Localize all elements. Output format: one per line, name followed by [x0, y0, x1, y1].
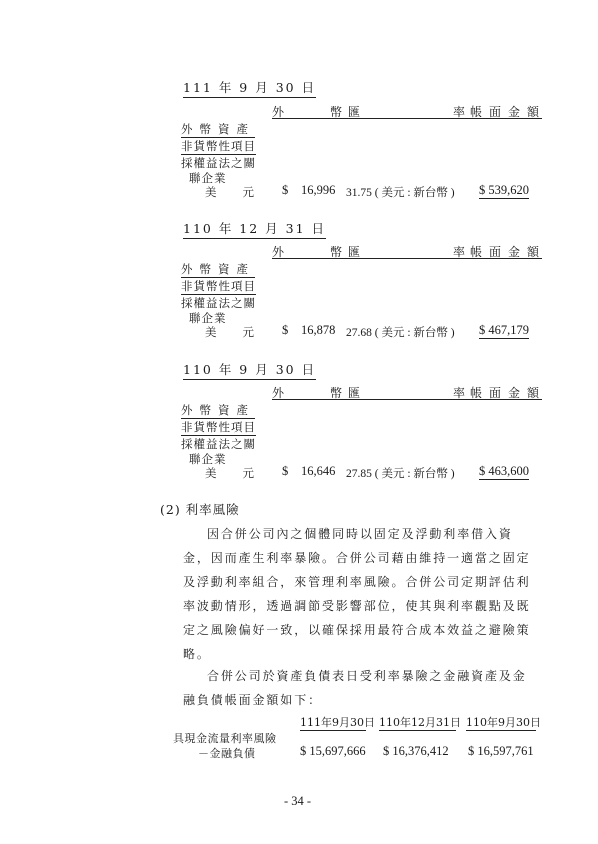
value-cell: $ 15,697,666	[300, 744, 366, 758]
section-heading: (2) 利率風險	[160, 502, 240, 517]
dollar-sign: $	[282, 464, 289, 478]
fx-amount: 16,878	[301, 323, 336, 337]
table-header	[272, 243, 547, 259]
table-header	[272, 103, 547, 119]
paragraph-line: 融負債帳面金額如下：	[183, 693, 323, 707]
paragraph-line: 略。	[183, 647, 211, 661]
row-non-monetary: 非貨幣性項目	[181, 279, 256, 293]
header-fx-1: 外	[272, 386, 285, 400]
header-rate-1: 匯	[348, 386, 361, 400]
book-value: $ 539,620	[479, 183, 529, 197]
paragraph-line: 及浮動利率組合，來管理利率風險。合併公司定期評估利	[183, 575, 531, 589]
fx-rate: 27.85 ( 美元 : 新台幣 )	[346, 468, 455, 480]
column-header: 110年12月31日	[379, 716, 461, 729]
header-book-value: 帳面金額	[470, 105, 547, 119]
column-header: 110年9月30日	[466, 716, 541, 729]
dollar-sign: $	[282, 323, 289, 337]
row-currency: 美 元	[205, 466, 255, 480]
header-rate-1: 匯	[348, 245, 361, 259]
fx-rate: 31.75 ( 美元 : 新台幣 )	[346, 187, 455, 199]
table-header	[272, 384, 547, 400]
value-cell: $ 16,597,761	[468, 744, 534, 758]
table-date: 110 年 9 月 30 日	[183, 360, 316, 380]
row-foreign-assets: 外幣資產	[181, 403, 255, 417]
row-foreign-assets: 外幣資產	[181, 262, 255, 276]
row-currency: 美 元	[205, 325, 255, 339]
row-equity-method-2: 聯企業	[189, 452, 227, 466]
row-non-monetary: 非貨幣性項目	[181, 139, 256, 153]
header-fx-1: 外	[272, 245, 285, 259]
paragraph-line: 金，因而產生利率暴險。合併公司藉由維持一適當之固定	[183, 551, 531, 565]
column-header: 111年9月30日	[300, 716, 375, 729]
row-equity-method-2: 聯企業	[189, 311, 227, 325]
header-fx-1: 外	[272, 105, 285, 119]
header-rate-2: 率	[453, 386, 466, 400]
paragraph-line: 定之風險偏好一致，以確保採用最符合成本效益之避險策	[183, 623, 531, 637]
row-non-monetary: 非貨幣性項目	[181, 420, 256, 434]
dollar-sign: $	[282, 183, 289, 197]
page-number: - 34 -	[284, 794, 312, 808]
header-fx-2: 幣	[330, 245, 343, 259]
header-fx-2: 幣	[330, 386, 343, 400]
fx-amount: 16,996	[301, 183, 336, 197]
row-equity-method-1: 採權益法之關	[181, 296, 256, 310]
header-book-value: 帳面金額	[470, 245, 547, 259]
row-equity-method-1: 採權益法之關	[181, 156, 256, 170]
fx-rate: 27.68 ( 美元 : 新台幣 )	[346, 327, 455, 339]
row-equity-method-2: 聯企業	[189, 171, 227, 185]
header-fx-2: 幣	[330, 105, 343, 119]
header-rate-2: 率	[453, 105, 466, 119]
fx-amount: 16,646	[301, 464, 336, 478]
value-cell: $ 16,376,412	[383, 744, 449, 758]
table-date: 111 年 9 月 30 日	[183, 78, 316, 98]
row-equity-method-1: 採權益法之關	[181, 437, 256, 451]
row-label: 具現金流量利率風險	[173, 732, 277, 745]
book-value: $ 463,600	[479, 464, 529, 478]
table-date: 110 年 12 月 31 日	[183, 219, 326, 239]
paragraph-line: 率波動情形，透過調節受影響部位，使其與利率觀點及既	[183, 599, 531, 613]
row-label: －金融負債	[198, 747, 256, 760]
paragraph-line: 合併公司於資產負債表日受利率暴險之金融資產及金	[207, 669, 527, 683]
row-foreign-assets: 外幣資產	[181, 122, 255, 136]
header-rate-2: 率	[453, 245, 466, 259]
header-book-value: 帳面金額	[470, 386, 547, 400]
paragraph-line: 因合併公司內之個體同時以固定及浮動利率借入資	[207, 527, 513, 541]
header-rate-1: 匯	[348, 105, 361, 119]
book-value: $ 467,179	[479, 323, 529, 337]
row-currency: 美 元	[205, 185, 255, 199]
